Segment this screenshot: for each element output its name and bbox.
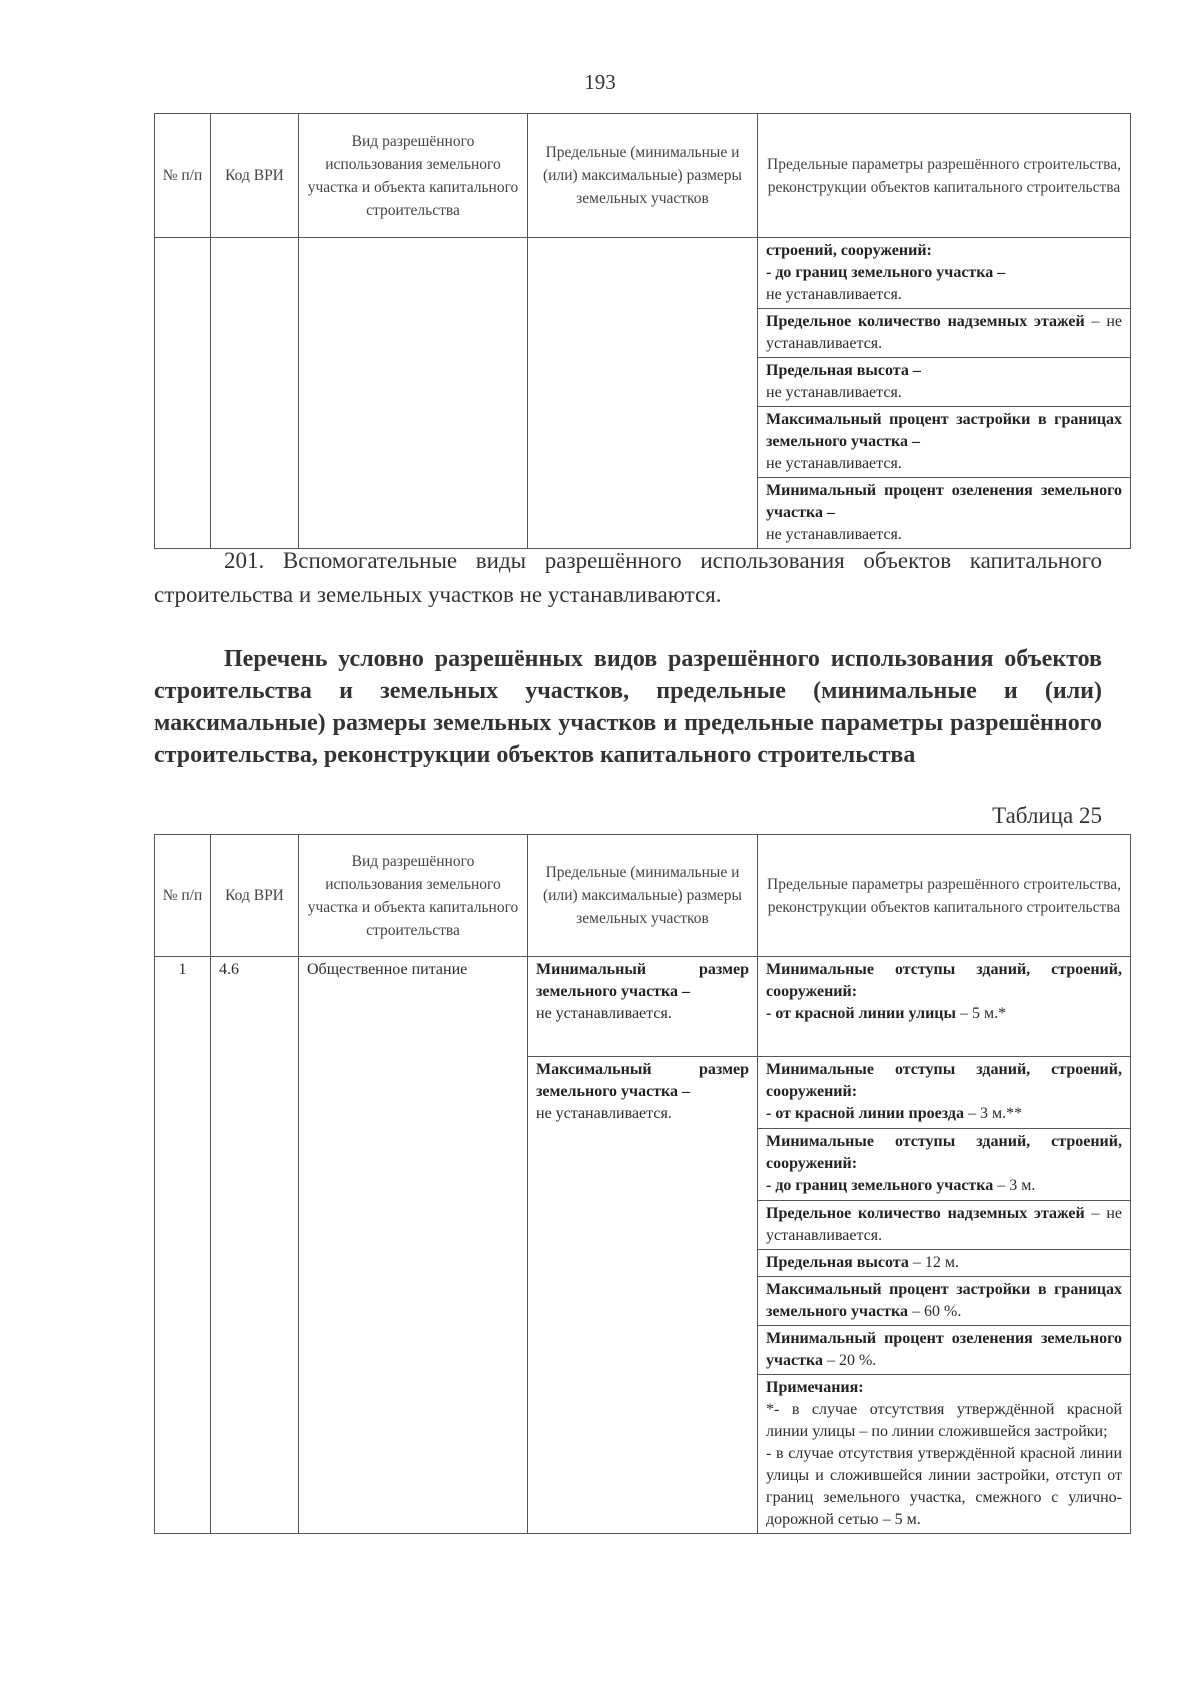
param-floors-value: – не устанавливается. (766, 313, 1122, 352)
header-code: Код ВРИ (211, 114, 299, 238)
param-floors (758, 309, 1131, 358)
param-setbacks-value: не устанавливается. (766, 286, 902, 303)
param-setback-border (758, 1129, 1131, 1201)
header-type: Вид разрешённого использования земельного участка и объекта капитального строительства (299, 114, 528, 238)
param-height-value: – 12 м. (908, 1254, 959, 1271)
param-setback-street-label: Минимальные отступы зданий, строений, сооружений: (766, 961, 1122, 1000)
table-header-row (155, 114, 1131, 238)
header-params: Предельные параметры разрешённого строительства, реконструкции объектов капитального строительства (758, 835, 1131, 957)
paragraph-201: 201. Вспомогательные виды разрешённого использования объектов капитального строительства и земельных участков не устанавливаются. (154, 548, 1102, 607)
max-size-cell (528, 1057, 758, 1534)
param-setback-passage (758, 1057, 1131, 1129)
param-green-percent (758, 1326, 1131, 1375)
param-setback-street (758, 957, 1131, 1057)
cell-type: Общественное питание (299, 957, 528, 1534)
max-size-label: Максимальный размер земельного участка – (536, 1061, 749, 1100)
table-row (155, 238, 1131, 309)
table-row (155, 957, 1131, 1057)
cell-code (211, 238, 299, 549)
param-green-percent-value: не устанавливается. (766, 526, 902, 543)
param-setback-street-line: - от красной линии улицы (766, 1005, 956, 1022)
max-size-value: не устанавливается. (536, 1105, 672, 1122)
header-num: № п/п (155, 114, 211, 238)
param-setback-border-value: – 3 м. (993, 1177, 1036, 1194)
param-build-percent-label: Максимальный процент застройки в границах земельного участка – (766, 411, 1122, 450)
param-height (758, 1250, 1131, 1277)
param-green-percent-label: Минимальный процент озеленения земельного участка (766, 1330, 1122, 1369)
param-setback-passage-label: Минимальные отступы зданий, строений, сооружений: (766, 1061, 1122, 1100)
notes-cell (758, 1375, 1131, 1534)
param-build-percent-label: Максимальный процент застройки в границах земельного участка (766, 1281, 1122, 1320)
note-1: *- в случае отсутствия утверждённой красной линии улицы – по линии сложившейся застройки; (766, 1401, 1122, 1440)
param-setback-passage-line: - от красной линии проезда (766, 1105, 964, 1122)
min-size-value: не устанавливается. (536, 1005, 672, 1022)
table-continuation (154, 113, 1131, 549)
note-2: - в случае отсутствия утверждённой красной линии улицы и сложившейся линии застройки, отступ от границ земельного участка, смежного с улично-дорожной сетью – 5 м. (766, 1445, 1122, 1528)
param-green-percent-value: – 20 %. (822, 1352, 877, 1369)
param-floors-value: – не устанавливается. (766, 1205, 1122, 1244)
cell-num: 1 (155, 957, 211, 1534)
min-size-label: Минимальный размер земельного участка – (536, 961, 749, 1000)
param-green-percent (758, 478, 1131, 549)
header-code: Код ВРИ (211, 835, 299, 957)
param-height (758, 358, 1131, 407)
cell-sizes (528, 238, 758, 549)
header-sizes: Предельные (минимальные и (или) максимальные) размеры земельных участков (528, 114, 758, 238)
table-25 (154, 834, 1131, 1534)
param-setbacks-line: - до границ земельного участка – (766, 264, 1006, 281)
cell-code: 4.6 (211, 957, 299, 1534)
param-green-percent-label: Минимальный процент озеленения земельного участка – (766, 482, 1122, 521)
header-num: № п/п (155, 835, 211, 957)
param-build-percent (758, 1277, 1131, 1326)
param-floors (758, 1201, 1131, 1250)
param-build-percent (758, 407, 1131, 478)
header-params: Предельные параметры разрешённого строительства, реконструкции объектов капитального строительства (758, 114, 1131, 238)
header-sizes: Предельные (минимальные и (или) максимальные) размеры земельных участков (528, 835, 758, 957)
cell-num (155, 238, 211, 549)
param-setback-border-label: Минимальные отступы зданий, строений, сооружений: (766, 1133, 1122, 1172)
page-number: 193 (584, 70, 616, 94)
header-type: Вид разрешённого использования земельного участка и объекта капитального строительства (299, 835, 528, 957)
param-setbacks (758, 238, 1131, 309)
param-floors-label: Предельное количество надземных этажей (766, 313, 1085, 330)
section-heading: Перечень условно разрешённых видов разрешённого использования объектов строительства и земельных участков, предельные (минимальные и (или) максимальные) размеры земельных участков и предельные параметры разрешённого строительства, реконструкции объектов капитального строительства (154, 646, 1102, 768)
param-height-label: Предельная высота (766, 1254, 909, 1271)
notes-title: Примечания: (766, 1379, 864, 1396)
param-build-percent-value: не устанавливается. (766, 455, 902, 472)
param-height-value: не устанавливается. (766, 384, 902, 401)
param-floors-label: Предельное количество надземных этажей (766, 1205, 1085, 1222)
table-label: Таблица 25 (992, 803, 1102, 828)
param-setback-street-value: – 5 м.* (956, 1005, 1007, 1022)
param-build-percent-value: – 60 %. (908, 1303, 962, 1320)
cell-type (299, 238, 528, 549)
param-setback-passage-value: – 3 м.** (963, 1105, 1023, 1122)
table-header-row (155, 835, 1131, 957)
param-setbacks-label: строений, сооружений: (766, 242, 932, 259)
param-setback-border-line: - до границ земельного участка (766, 1177, 994, 1194)
min-size-cell (528, 957, 758, 1057)
param-height-label: Предельная высота – (766, 362, 921, 379)
